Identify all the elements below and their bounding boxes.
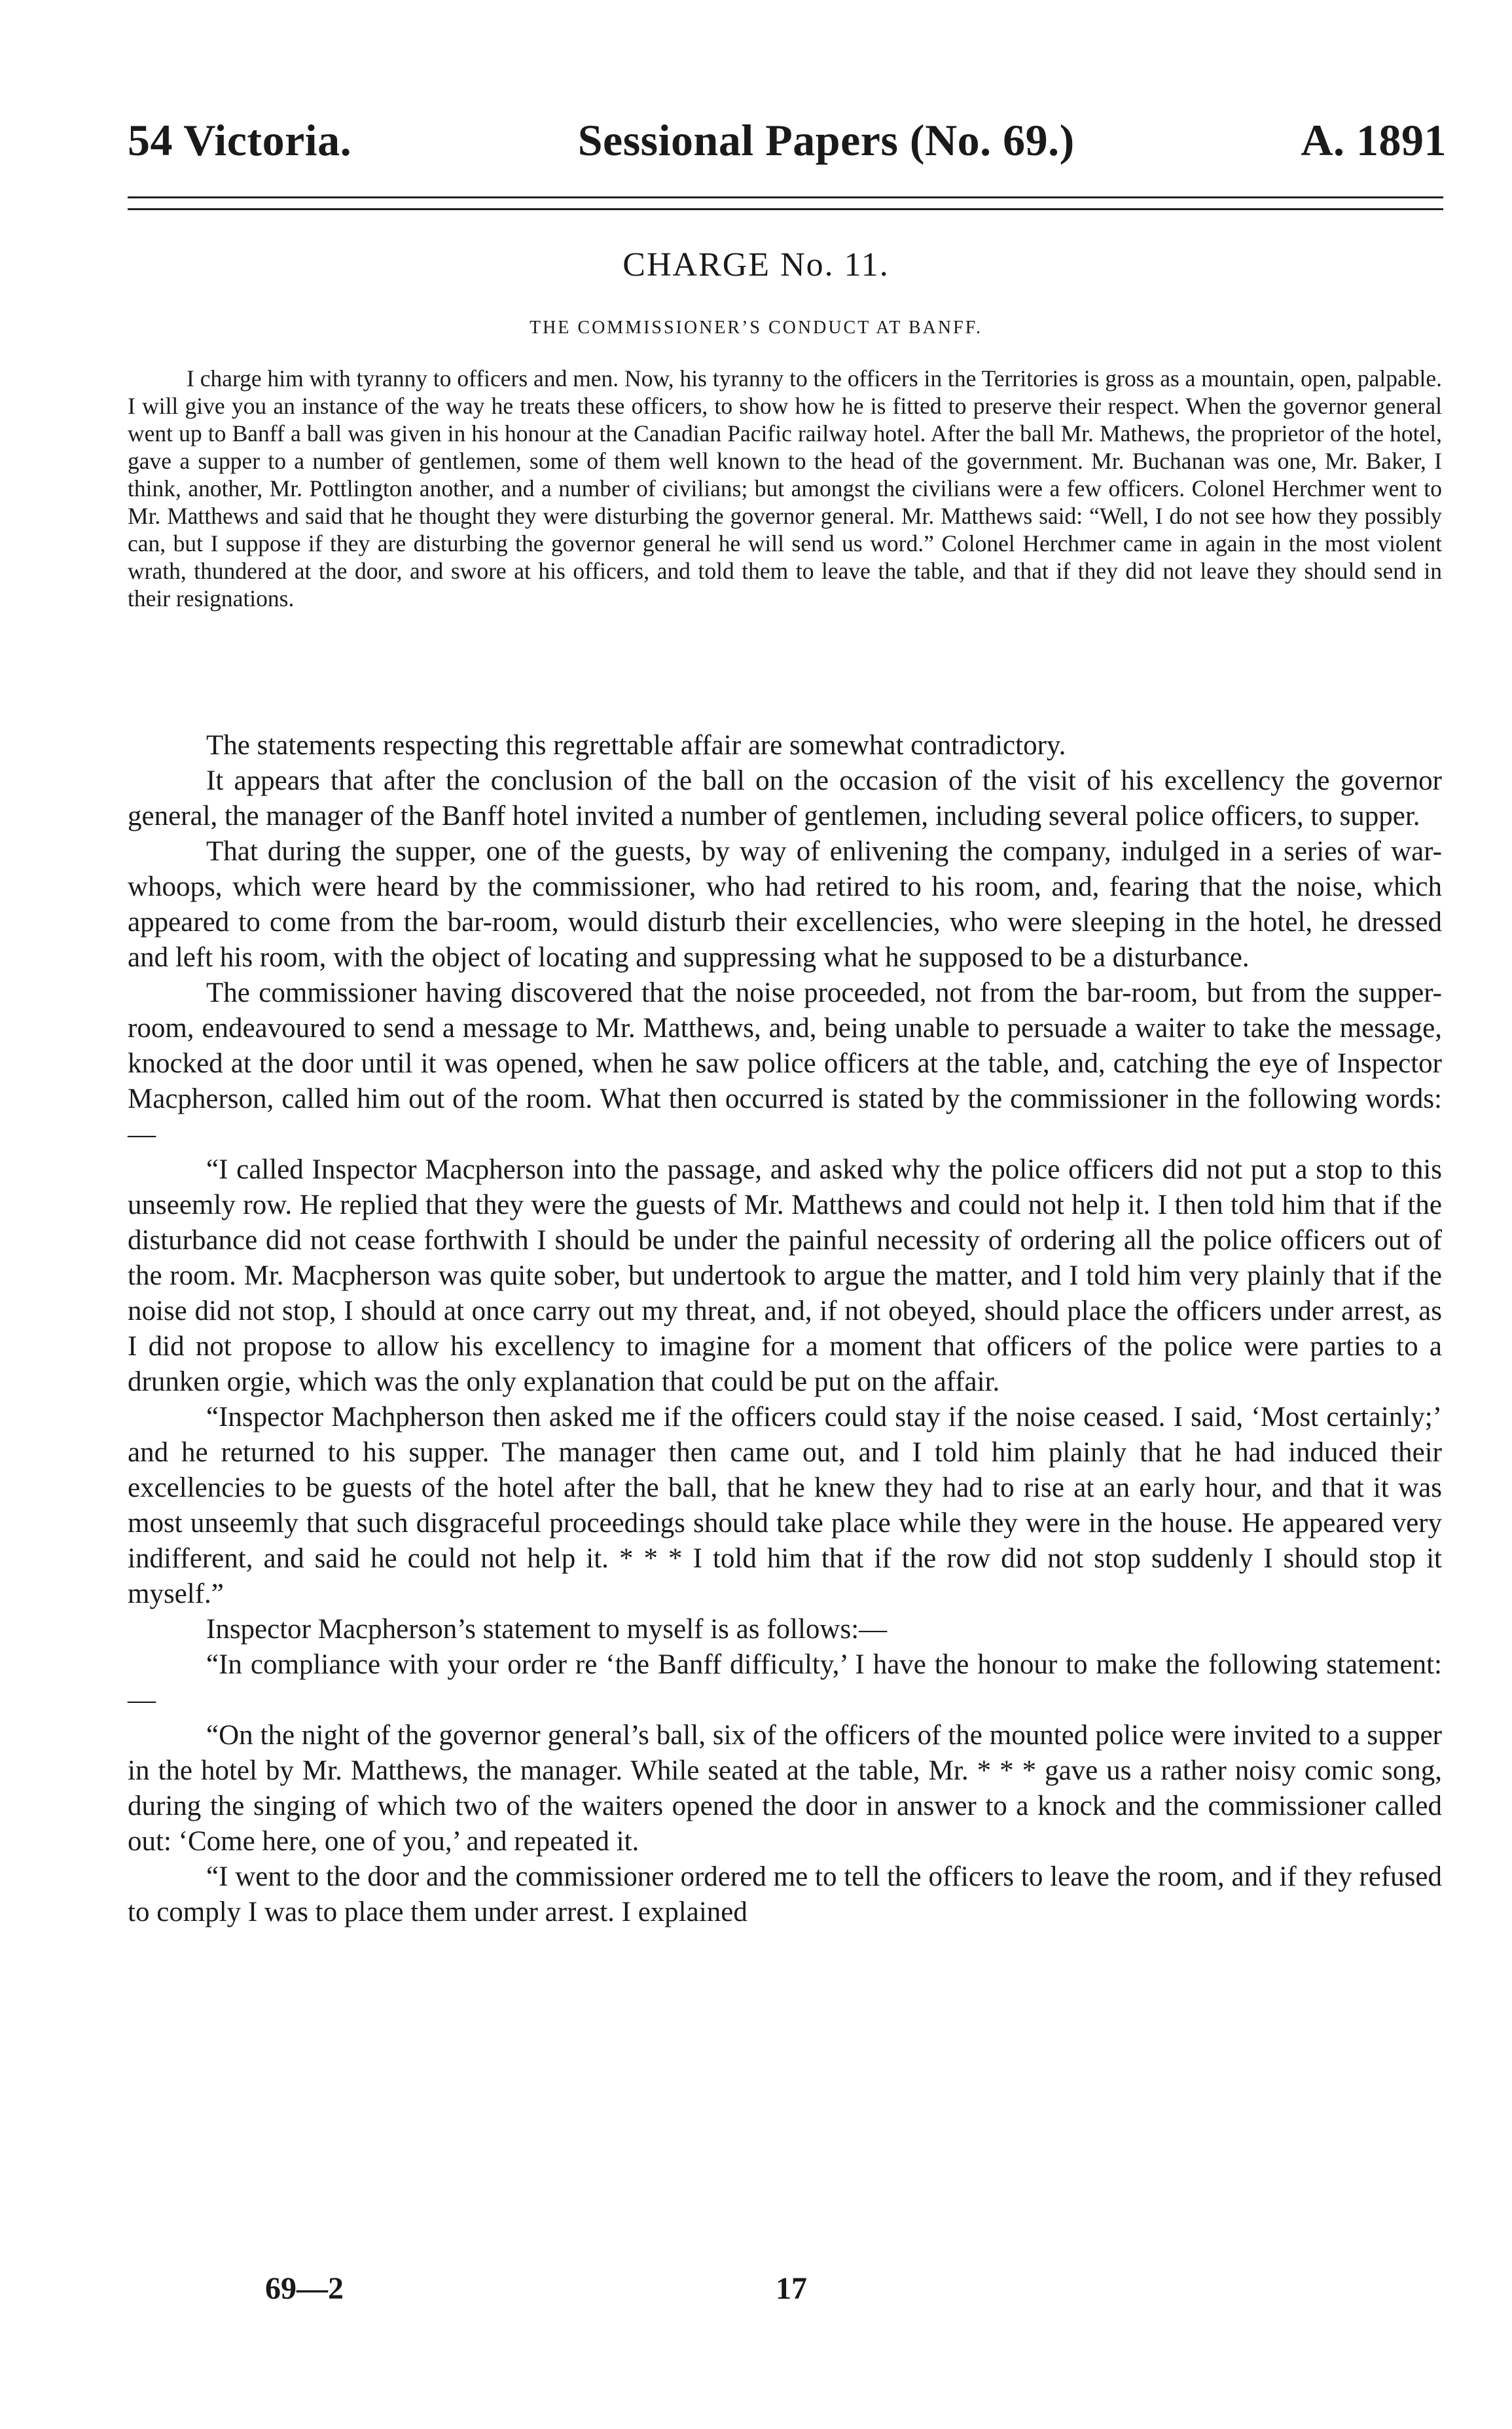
charge-subtitle: THE COMMISSIONER’S CONDUCT AT BANFF. <box>529 318 983 338</box>
header-rule-double <box>128 208 1443 210</box>
body-paragraph: “In compliance with your order re ‘the Banff difficulty,’ I have the honour to make the following statement:— <box>128 1649 1442 1715</box>
body-paragraph: The commissioner having discovered that the noise proceeded, not from the bar-room, but from the supper-room, endeavoured to send a message to Mr. Matthews, and, being unable to persuade a waiter to take the message, knocked at the door until it was opened, when he saw police officers at the table, and, catching the eye of Inspector Macpherson, called him out of the room. What then occurred is stated by the commissioner in the following words:— <box>128 977 1442 1150</box>
body-paragraph: The statements respecting this regrettable affair are somewhat contradictory. <box>206 730 1066 761</box>
charge-title: CHARGE No. 11. <box>622 246 890 283</box>
body-paragraph: “I went to the door and the commissioner ordered me to tell the officers to leave the room, and if they refused to comply I was to place them under arrest. I explained <box>128 1861 1442 1927</box>
body-paragraph: “Inspector Machpherson then asked me if the officers could stay if the noise ceased. I said, ‘Most certainly;’ and he returned to his supper. The manager then came out, and I told him plainly that he had induced their excellencies to be guests of the hotel after the ball, that he knew they had to rise at an early hour, and that it was most unseemly that such disgraceful proceedings should take place while they were in the house. He appeared very indifferent, and said he could not help it. * * * I told him that if the row did not stop suddenly I should stop it myself.” <box>128 1402 1442 1609</box>
body-paragraph: “I called Inspector Macpherson into the passage, and asked why the police officers did not put a stop to this unseemly row. He replied that they were the guests of Mr. Matthews and could not help it. I then told him that if the disturbance did not cease forthwith I should be under the painful necessity of ordering all the police officers out of the room. Mr. Macpherson was quite sober, but undertook to argue the matter, and I told him very plainly that if the noise did not stop, I should at once carry out my threat, and, if not obeyed, should place the officers under arrest, as I did not propose to allow his excellency to imagine for a moment that officers of the police were parties to a drunken orgie, which was the only explanation that could be put on the affair. <box>128 1154 1442 1397</box>
header-year: A. 1891 <box>1301 115 1447 165</box>
charge-statement <box>128 365 1442 612</box>
body-paragraph: Inspector Macpherson’s statement to myself is as follows:— <box>206 1614 888 1645</box>
charge-paragraph: I charge him with tyranny to officers and men. Now, his tyranny to the officers in the Territories is gross as a mountain, open, palpable. I will give you an instance of the way he treats these officers, to show how he is fitted to preserve their respect. When the governor general went up to Banff a ball was given in his honour at the Canadian Pacific railway hotel. After the ball Mr. Mathews, the proprietor of the hotel, gave a supper to a number of gentlemen, some of them well known to the head of the government. Mr. Buchanan was one, Mr. Baker, I think, another, Mr. Pottlington another, and a number of civilians; but amongst the civilians were a few officers. Colonel Herchmer went to Mr. Matthews and said that he thought they were disturbing the governor general. Mr. Matthews said: “Well, I do not see how they possibly can, but I suppose if they are disturbing the governor general he will send us word.” Colonel Herchmer came in again in the most violent wrath, thundered at the door, and swore at his officers, and told them to leave the table, and that if they did not leave they should send in their resignations. <box>128 365 1443 612</box>
page-footer <box>265 2271 807 2307</box>
body-paragraph: It appears that after the conclusion of the ball on the occasion of the visit of his excellency the governor general, the manager of the Banff hotel invited a number of gentlemen, including several police officers, to supper. <box>128 765 1442 831</box>
page-number: 17 <box>776 2271 807 2306</box>
header-session: 54 Victoria. <box>128 115 352 165</box>
running-header <box>128 115 1447 174</box>
body-paragraph: That during the supper, one of the guests, by way of enlivening the company, indulged in a series of war-whoops, which were heard by the commissioner, who had retired to his room, and, fearing that the noise, which appeared to come from the bar-room, would disturb their excellencies, who were sleeping in the hotel, he dressed and left his room, with the object of locating and suppressing what he supposed to be a disturbance. <box>128 836 1442 973</box>
signature-mark: 69—2 <box>265 2271 344 2306</box>
header-rule <box>128 196 1443 198</box>
body-paragraph: “On the night of the governor general’s ball, six of the officers of the mounted police were invited to a supper in the hotel by Mr. Matthews, the manager. While seated at the table, Mr. * * * gave us a rather noisy comic song, during the singing of which two of the waiters opened the door in answer to a knock and the commissioner called out: ‘Come here, one of you,’ and repeated it. <box>128 1720 1442 1857</box>
header-title: Sessional Papers (No. 69.) <box>577 115 1075 165</box>
report-body <box>128 728 1442 1930</box>
